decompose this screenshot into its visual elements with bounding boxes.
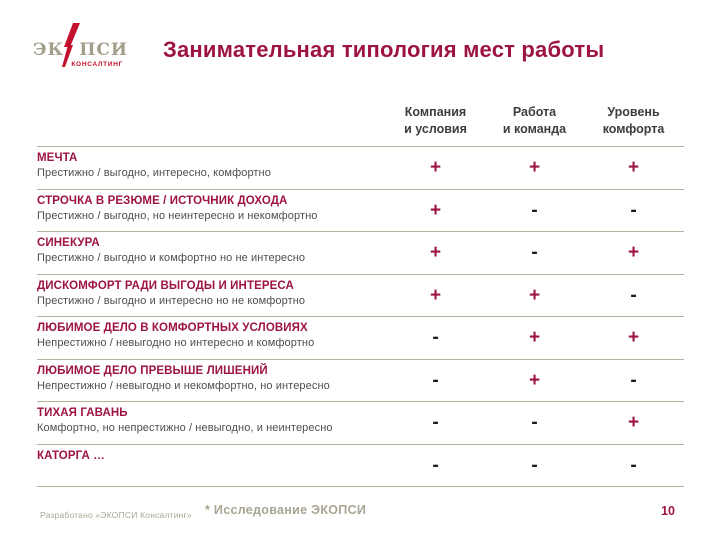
- sign: -: [630, 454, 637, 476]
- table-row: [37, 232, 684, 275]
- sign: +: [627, 157, 640, 179]
- row-label: [37, 445, 386, 487]
- cell-work: [485, 317, 584, 359]
- cell-company: [386, 275, 485, 317]
- column-header-line: Уровень: [607, 105, 660, 120]
- sign: +: [627, 242, 640, 264]
- cell-comfort: [584, 147, 683, 189]
- ecopsy-logo: [33, 27, 128, 73]
- row-subtitle: Престижно / выгодно, интересно, комфортно: [37, 167, 271, 179]
- sign: -: [432, 369, 439, 391]
- row-label: [37, 147, 386, 189]
- typology-table: [37, 95, 684, 487]
- sign: +: [528, 369, 541, 391]
- column-header-comfort: [584, 104, 683, 138]
- column-header-company: [386, 104, 485, 138]
- cell-work: [485, 190, 584, 232]
- row-title: МЕЧТА: [37, 152, 78, 164]
- row-title: ЛЮБИМОЕ ДЕЛО В КОМФОРТНЫХ УСЛОВИЯХ: [37, 322, 308, 334]
- sign: -: [432, 412, 439, 434]
- row-title: ЛЮБИМОЕ ДЕЛО ПРЕВЫШЕ ЛИШЕНИЙ: [37, 364, 268, 377]
- table-row: [37, 402, 684, 445]
- sign: +: [627, 327, 640, 349]
- row-label: [37, 232, 386, 274]
- row-title: СТРОЧКА В РЕЗЮМЕ / ИСТОЧНИК ДОХОДА: [37, 194, 288, 207]
- sign: -: [432, 454, 439, 476]
- cell-comfort: [584, 190, 683, 232]
- logo-lightning-icon: [62, 23, 80, 72]
- sign: +: [429, 242, 442, 264]
- row-title: ТИХАЯ ГАВАНЬ: [37, 407, 128, 419]
- sign: +: [528, 284, 541, 306]
- sign: +: [528, 157, 541, 179]
- cell-company: [386, 147, 485, 189]
- cell-work: [485, 402, 584, 444]
- sign: -: [531, 454, 538, 476]
- cell-company: [386, 445, 485, 487]
- column-header-line: и команда: [502, 122, 567, 137]
- logo-subtitle: КОНСАЛТИНГ: [71, 61, 123, 68]
- table-row: [37, 445, 684, 488]
- sign: +: [627, 412, 640, 434]
- column-header-line: комфорта: [602, 122, 665, 137]
- cell-company: [386, 317, 485, 359]
- logo-wordmark: [33, 27, 128, 59]
- cell-comfort: [584, 317, 683, 359]
- row-subtitle: Непрестижно / невыгодно и некомфортно, но интересно: [37, 379, 330, 392]
- cell-work: [485, 275, 584, 317]
- sign: -: [531, 199, 538, 221]
- cell-comfort: [584, 275, 683, 317]
- footer-source: * Исследование ЭКОПСИ: [205, 503, 367, 517]
- cell-company: [386, 190, 485, 232]
- row-title: СИНЕКУРА: [37, 237, 100, 249]
- cell-work: [485, 360, 584, 402]
- row-label: [37, 190, 386, 232]
- row-label: [37, 317, 386, 359]
- sign: -: [531, 412, 538, 434]
- row-title: ДИСКОМФОРТ РАДИ ВЫГОДЫ И ИНТЕРЕСА: [37, 279, 294, 292]
- row-subtitle: Престижно / выгодно, но неинтересно и некомфортно: [37, 209, 318, 222]
- cell-work: [485, 232, 584, 274]
- row-subtitle: Непрестижно / невыгодно но интересно и комфортно: [37, 337, 315, 349]
- cell-comfort: [584, 232, 683, 274]
- footer-credit: Разработано «ЭКОПСИ Консалтинг»: [40, 510, 192, 520]
- column-header-line: и условия: [404, 122, 467, 137]
- table-row: [37, 147, 684, 190]
- row-label: [37, 275, 386, 317]
- table-row: [37, 317, 684, 360]
- sign: +: [429, 284, 442, 306]
- table-row: [37, 190, 684, 233]
- logo-text-left: ЭК: [33, 40, 64, 60]
- cell-comfort: [584, 445, 683, 487]
- cell-comfort: [584, 360, 683, 402]
- column-header-line: Работа: [512, 105, 557, 120]
- table-header-row: [37, 95, 684, 147]
- cell-company: [386, 360, 485, 402]
- cell-company: [386, 232, 485, 274]
- sign: +: [429, 157, 442, 179]
- sign: -: [630, 369, 637, 391]
- table-row: [37, 360, 684, 403]
- row-subtitle: Комфортно, но непрестижно / невыгодно, и неинтересно: [37, 422, 333, 434]
- page-title: Занимательная типология мест работы: [163, 37, 605, 62]
- row-subtitle: Престижно / выгодно и интересно но не комфортно: [37, 294, 306, 307]
- sign: -: [630, 199, 637, 221]
- cell-work: [485, 445, 584, 487]
- row-title: КАТОРГА …: [37, 449, 105, 462]
- sign: +: [429, 199, 442, 221]
- column-header-work: [485, 104, 584, 138]
- column-header-line: Компания: [404, 105, 467, 120]
- cell-company: [386, 402, 485, 444]
- sign: -: [432, 327, 439, 349]
- row-label: [37, 402, 386, 444]
- sign: -: [630, 284, 637, 306]
- cell-comfort: [584, 402, 683, 444]
- logo-text-right: ПСИ: [79, 40, 128, 60]
- sign: -: [531, 242, 538, 264]
- page-number: 10: [661, 504, 675, 518]
- sign: +: [528, 327, 541, 349]
- row-label: [37, 360, 386, 402]
- row-subtitle: Престижно / выгодно и комфортно но не интересно: [37, 252, 306, 264]
- table-row: [37, 275, 684, 318]
- cell-work: [485, 147, 584, 189]
